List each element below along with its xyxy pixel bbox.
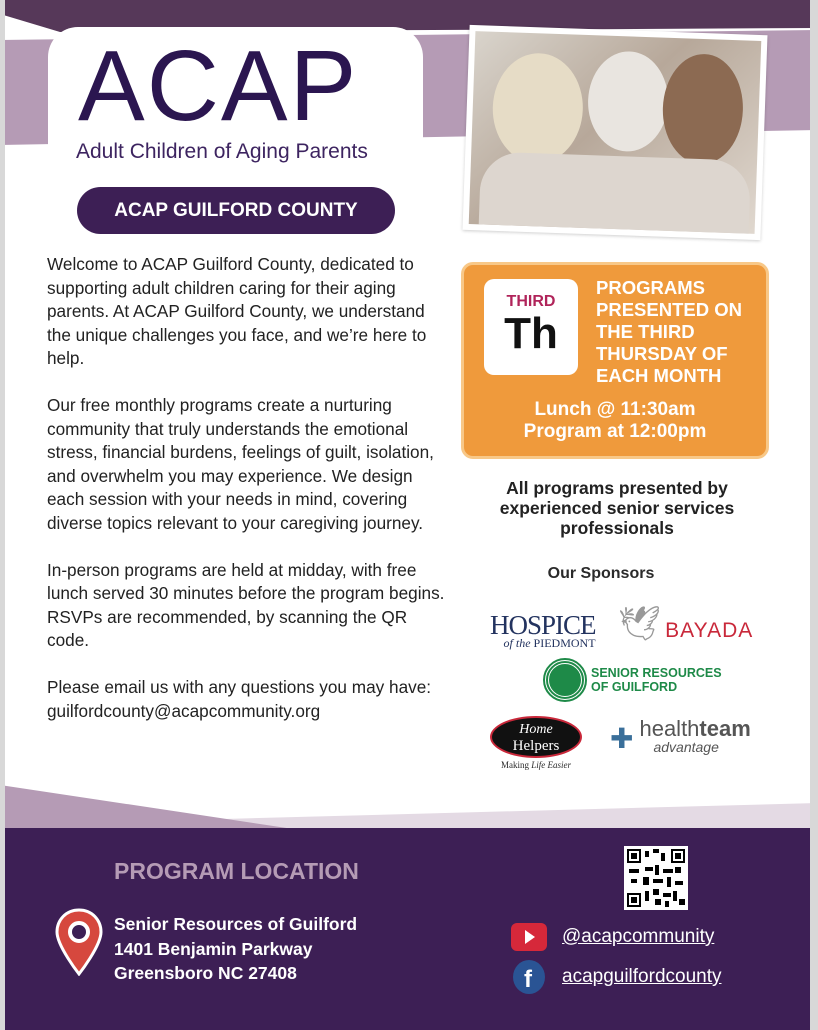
intro-paragraph: Welcome to ACAP Guilford County, dedicated to supporting adult children caring for their aging parents. At ACAP Guilford County, we understand the unique challenges you face, and we’re here to help. xyxy=(47,254,427,368)
facebook-link[interactable] xyxy=(510,962,722,992)
lunch-time: Lunch @ 11:30am xyxy=(534,399,696,420)
location-address xyxy=(114,912,357,986)
location-heading: PROGRAM LOCATION xyxy=(114,858,359,884)
sponsor-bayada-logo: 🕊 BAYADA xyxy=(618,606,754,643)
presented-by: All programs presented by experienced senior services professionals xyxy=(499,478,735,538)
sponsor-hospice-logo: HOSPICE of the PIEDMONT xyxy=(490,610,596,650)
healthteam-cross-icon: ✚ xyxy=(610,722,634,754)
map-pin-icon xyxy=(55,908,103,976)
address-line: Senior Resources of Guilford xyxy=(114,914,358,934)
logo-mark: ACAP xyxy=(78,30,359,142)
program-time: Program at 12:00pm xyxy=(523,421,707,442)
calendar-day: Th xyxy=(504,309,558,358)
facebook-handle[interactable]: acapguilfordcounty xyxy=(562,966,722,987)
intro-paragraph: Our free monthly programs create a nurturing community that truly understands the emotional stress, financial burdens, feelings of guilt, isolation, and overwhelm you may experience. We design each session with your needs in mind, covering diverse topics relevant to your caregiving journey. xyxy=(47,395,434,533)
dove-icon: 🕊 xyxy=(618,606,662,643)
schedule-headline: PROGRAMS PRESENTED ON THE THIRD THURSDAY OF EACH MONTH xyxy=(596,277,742,386)
rsvp-qr-code[interactable] xyxy=(624,846,688,910)
intro-text xyxy=(47,253,447,747)
svg-text:f: f xyxy=(524,966,532,993)
calendar-label: THIRD xyxy=(506,293,556,310)
youtube-handle[interactable]: @acapcommunity xyxy=(562,926,715,947)
sponsors-heading: Our Sponsors xyxy=(547,565,655,582)
logo-tagline: Adult Children of Aging Parents xyxy=(76,140,368,163)
intro-paragraph: In-person programs are held at midday, with free lunch served 30 minutes before the program begins. RSVPs are recommended, by scanning the QR code. xyxy=(47,559,445,650)
sponsor-healthteam-logo: ✚ healthteam advantage xyxy=(610,716,751,755)
celtic-knot-icon xyxy=(545,660,585,700)
facebook-icon xyxy=(510,962,548,992)
sponsor-home-helpers-logo: Home Helpers Making Life Easier xyxy=(490,716,582,770)
chapter-title: ACAP GUILFORD COUNTY xyxy=(77,187,395,234)
address-line: Greensboro NC 27408 xyxy=(114,963,297,983)
contact-paragraph: Please email us with any questions you may have: guilfordcounty@acapcommunity.org xyxy=(47,677,432,721)
address-line: 1401 Benjamin Parkway xyxy=(114,938,313,959)
youtube-icon xyxy=(510,922,548,952)
youtube-link[interactable] xyxy=(510,922,714,952)
schedule-box xyxy=(461,262,769,459)
calendar-icon xyxy=(484,279,578,375)
sponsor-senior-resources-logo: SENIOR RESOURCES OF GUILFORD xyxy=(545,660,722,700)
family-photo xyxy=(463,25,768,240)
